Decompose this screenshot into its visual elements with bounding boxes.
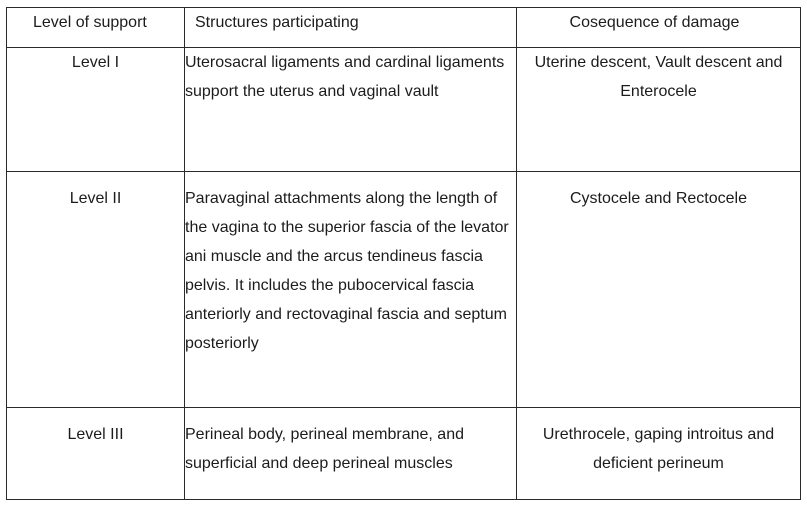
header-level-of-support: Level of support xyxy=(7,8,185,48)
consequence-cell: Urethrocele, gaping introitus and deficient perineum xyxy=(517,408,801,500)
structures-cell: Perineal body, perineal membrane, and superficial and deep perineal muscles xyxy=(185,408,517,500)
pelvic-support-levels-table xyxy=(6,7,801,500)
structures-cell: Paravaginal attachments along the length of the vagina to the superior fascia of the levator ani muscle and the arcus tendineus fascia pelvis. It includes the pubocervical fascia anteriorly and rectovaginal fascia and septum posteriorly xyxy=(185,172,517,408)
level-cell: Level I xyxy=(7,48,185,172)
table-header-row xyxy=(7,8,801,48)
structures-cell: Uterosacral ligaments and cardinal ligaments support the uterus and vaginal vault xyxy=(185,48,517,172)
level-cell: Level II xyxy=(7,172,185,408)
table-row xyxy=(7,172,801,408)
consequence-cell: Uterine descent, Vault descent and Enterocele xyxy=(517,48,801,172)
level-cell: Level III xyxy=(7,408,185,500)
header-consequence-of-damage: Cosequence of damage xyxy=(517,8,801,48)
consequence-cell: Cystocele and Rectocele xyxy=(517,172,801,408)
table-row xyxy=(7,408,801,500)
header-structures-participating: Structures participating xyxy=(185,8,517,48)
table-row xyxy=(7,48,801,172)
